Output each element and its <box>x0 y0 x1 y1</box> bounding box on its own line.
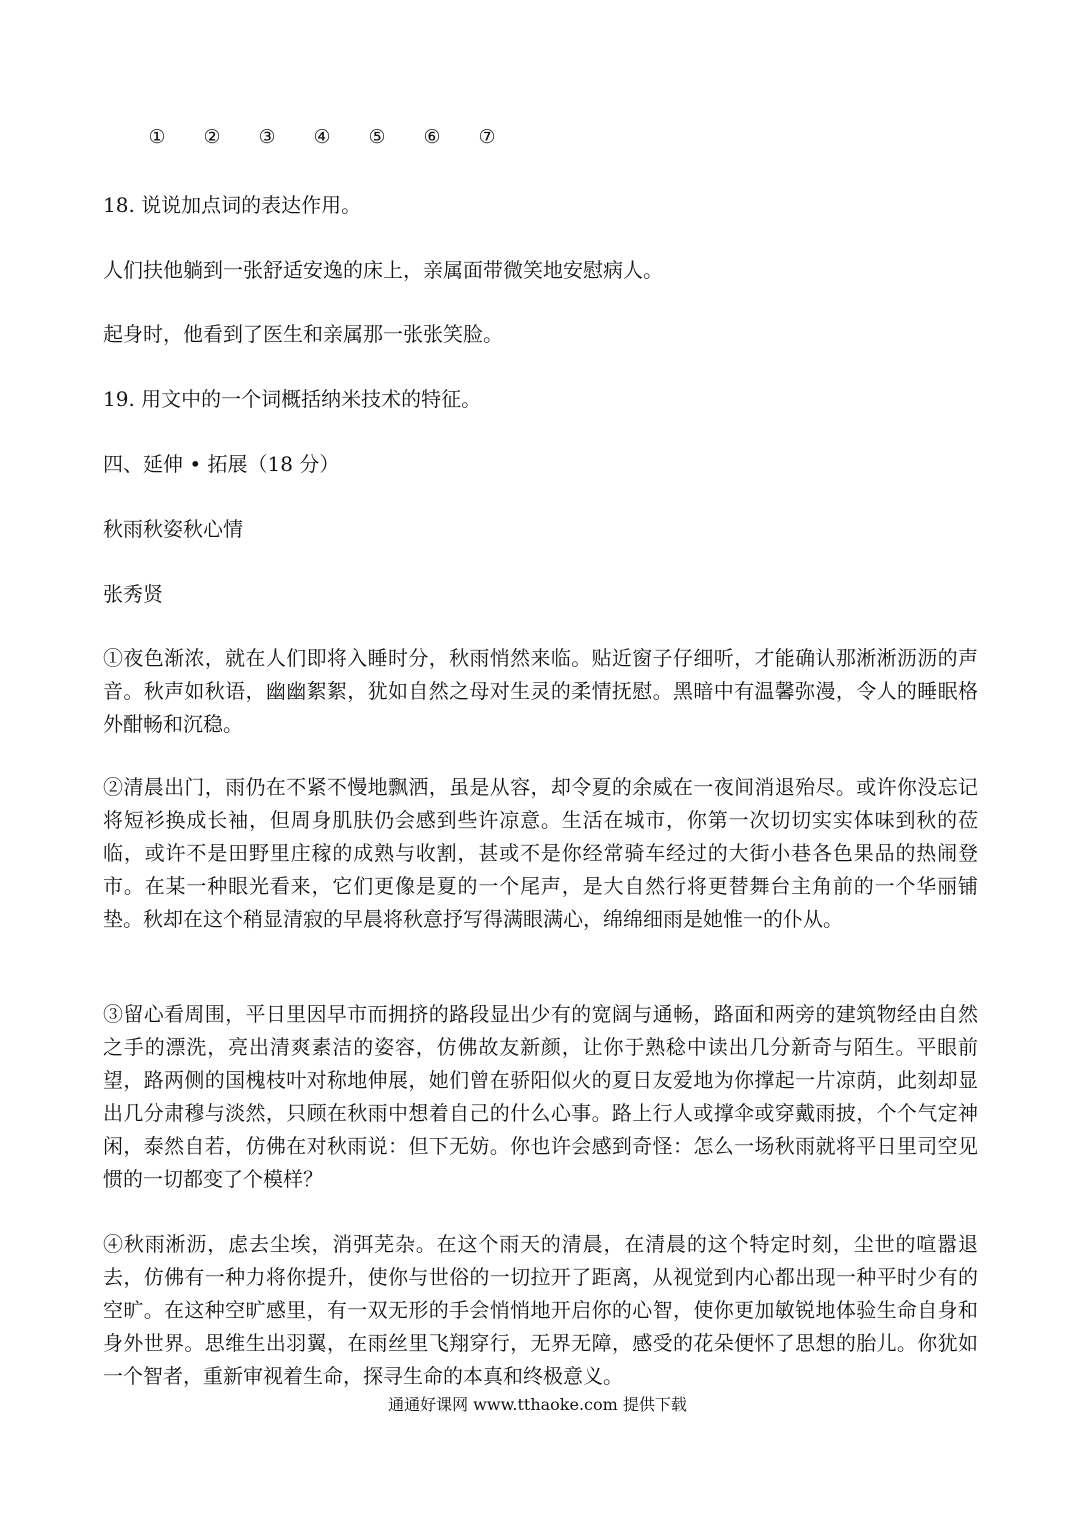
circled-number: ② <box>203 126 221 148</box>
circled-number: ④ <box>313 126 331 148</box>
circled-number: ① <box>148 126 166 148</box>
question-19: 19. 用文中的一个词概括纳米技术的特征。 <box>103 387 482 411</box>
article-author: 张秀贤 <box>103 582 163 606</box>
section-heading: 四、延伸 • 拓展（18 分） <box>103 452 340 476</box>
circled-number: ⑦ <box>478 126 496 148</box>
circled-number: ⑤ <box>368 126 386 148</box>
article-title: 秋雨秋姿秋心情 <box>103 517 243 541</box>
paragraph-2: ②清晨出门，雨仍在不紧不慢地飘洒，虽是从容，却令夏的余威在一夜间消退殆尽。或许你没忘记将短衫换成长袖，但周身肌肤仍会感到些许凉意。生活在城市，你第一次切切实实体味到秋的莅临，或许不是田野里庄稼的成熟与收割，甚或不是你经常骑车经过的大街小巷各色果品的热闹登市。在某一种眼光看来，它们更像是夏的一个尾声，是大自然行将更替舞台主角前的一个华丽铺垫。秋却在这个稍显清寂的早晨将秋意抒写得满眼满心，绵绵细雨是她惟一的仆从。 <box>103 775 978 931</box>
circled-number: ⑥ <box>423 126 441 148</box>
paragraph-3: ③留心看周围，平日里因早市而拥挤的路段显出少有的宽阔与通畅，路面和两旁的建筑物经由自然之手的漂洗，亮出清爽素洁的姿容，仿佛故友新颜，让你于熟稔中读出几分新奇与陌生。平眼前望，路两侧的国槐枝叶对称地伸展，她们曾在骄阳似火的夏日友爱地为你撑起一片凉荫，此刻却显出几分肃穆与淡然，只顾在秋雨中想着自己的什么心事。路上行人或撑伞或穿戴雨披，个个气定神闲，泰然自若，仿佛在对秋雨说：但下无妨。你也许会感到奇怪：怎么一场秋雨就将平日里司空见惯的一切都变了个模样？ <box>103 1002 978 1191</box>
paragraph-4: ④秋雨淅沥，虑去尘埃，消弭芜杂。在这个雨天的清晨，在清晨的这个特定时刻，尘世的喧嚣退去，仿佛有一种力将你提升，使你与世俗的一切拉开了距离，从视觉到内心都出现一种平时少有的空旷。在这种空旷感里，有一双无形的手会悄悄地开启你的心智，使你更加敏锐地体验生命自身和身外世界。思维生出羽翼，在雨丝里飞翔穿行，无界无障，感受的花朵便怀了思想的胎儿。你犹如一个智者，重新审视着生命，探寻生命的本真和终极意义。 <box>103 1232 978 1388</box>
circled-number-row <box>146 126 498 148</box>
footer-source: 通通好课网 www.tthaoke.com 提供下载 <box>388 1395 687 1414</box>
question-18: 18. 说说加点词的表达作用。 <box>103 193 362 217</box>
paragraph-1: ①夜色渐浓，就在人们即将入睡时分，秋雨悄然来临。贴近窗子仔细听，才能确认那淅淅沥沥的声音。秋声如秋语，幽幽絮絮，犹如自然之母对生灵的柔情抚慰。黑暗中有温馨弥漫，令人的睡眠格外酣畅和沉稳。 <box>103 646 978 736</box>
example-sentence-2: 起身时，他看到了医生和亲属那一张张笑脸。 <box>103 322 503 346</box>
circled-number: ③ <box>258 126 276 148</box>
example-sentence-1: 人们扶他躺到一张舒适安逸的床上，亲属面带微笑地安慰病人。 <box>103 258 663 282</box>
